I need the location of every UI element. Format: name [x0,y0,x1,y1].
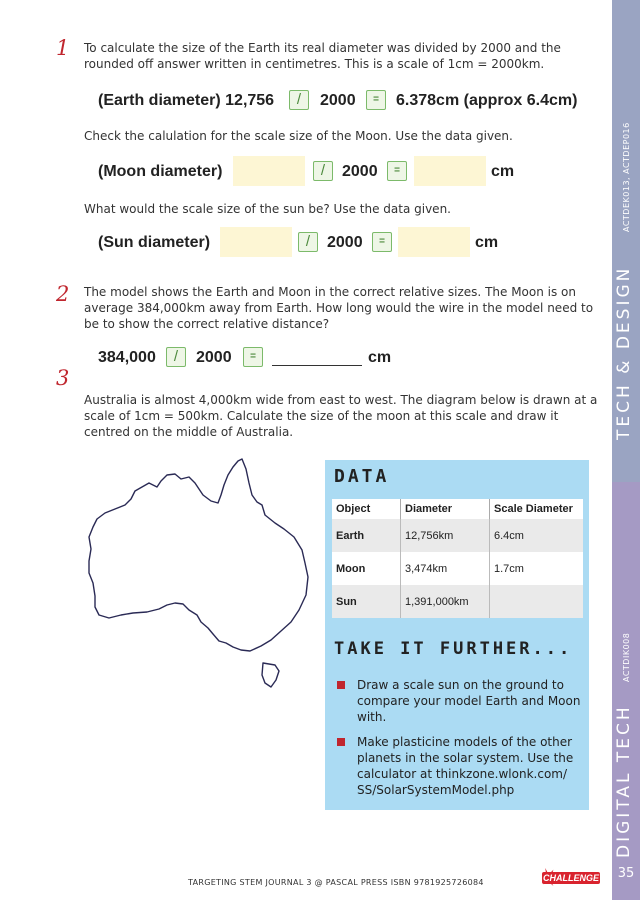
moon-prompt: Check the calulation for the scale size of the Moon. Use the data given. [84,129,513,143]
footer-text: TARGETING STEM JOURNAL 3 @ PASCAL PRESS ISBN 9781925726084 [188,878,484,887]
table-row [332,519,583,552]
question-2-number: 2 [56,282,70,306]
digital-tech-code: ACTDIK008 [622,632,631,682]
row-diameter: 3,474km [401,552,490,585]
page-number: 35 [617,866,635,881]
sun-divisor: 2000 [327,234,363,251]
equals-icon: = [366,90,386,110]
wire-length-answer-line[interactable] [272,365,362,366]
divide-icon: / [313,161,333,181]
bullet-icon [337,738,345,746]
divide-icon: / [298,232,318,252]
tech-design-codes: ACTDEK013, ACTDEP016 [622,122,631,232]
row-diameter: 1,391,000km [401,585,490,618]
moon-unit: cm [491,163,515,180]
column-header-object: Object [332,499,401,519]
sun-scale-answer-box[interactable] [398,227,470,257]
equals-icon: = [387,161,407,181]
australia-map[interactable] [85,455,320,695]
question-2-text: The model shows the Earth and Moon in the correct relative sizes. The Moon is on average 384,000km away from Earth. How long would the wire in the model need to be to show the correct relative distance? [84,285,594,331]
sun-diameter-label: (Sun diameter) [98,234,211,251]
sun-prompt: What would the scale size of the sun be? Use the data given. [84,202,451,216]
row-scale: 6.4cm [490,519,584,552]
sun-diameter-answer-box[interactable] [220,227,292,257]
row-object: Moon [332,552,401,585]
divide-icon: / [166,347,186,367]
moon-divisor: 2000 [342,163,378,180]
column-header-diameter: Diameter [401,499,490,519]
question-1-intro: To calculate the size of the Earth its real diameter was divided by 2000 and the rounded off answer written in centimetres. This is a scale of 1cm = 2000km. [84,41,561,71]
take-it-further-heading: TAKE IT FURTHER... [334,639,573,659]
row-object: Sun [332,585,401,618]
bullet-icon [337,681,345,689]
distance-divisor: 2000 [196,349,232,366]
earth-diameter-label: (Earth diameter) 12,756 [98,92,275,109]
question-3-text: Australia is almost 4,000km wide from east to west. The diagram below is drawn at a scale of 1cm = 500km. Calculate the size of the moon at this scale and draw it centred on the middle of Australia. [84,393,598,439]
row-diameter: 12,756km [401,519,490,552]
equals-icon: = [372,232,392,252]
mainland-outline [89,459,308,651]
column-header-scale-diameter: Scale Diameter [490,499,584,519]
row-scale: 1.7cm [490,552,584,585]
moon-diameter-label: (Moon diameter) [98,163,223,180]
table-header-row [332,499,583,519]
question-1-number: 1 [56,36,70,60]
sun-unit: cm [475,234,499,251]
further-bullet-2: Make plasticine models of the other planets in the solar system. Use the calculator at thinkzone.wlonk.com/ SS/SolarSystemModel.php [357,735,574,797]
distance-unit: cm [368,349,392,366]
table-row [332,585,583,618]
data-heading: DATA [334,466,390,487]
digital-tech-label: DIGITAL TECH [614,704,634,858]
tasmania-outline [262,663,279,687]
challenge-logo-text: CHALLENGE [543,873,599,883]
row-scale-empty[interactable] [490,585,584,618]
data-table [332,499,583,618]
earth-result: 6.378cm (approx 6.4cm) [396,92,578,109]
earth-divisor: 2000 [320,92,356,109]
divide-icon: / [289,90,309,110]
moon-diameter-answer-box[interactable] [233,156,305,186]
distance-value: 384,000 [98,349,156,366]
question-3-number: 3 [56,366,70,390]
row-object: Earth [332,519,401,552]
table-row [332,552,583,585]
further-bullet-1: Draw a scale sun on the ground to compare your model Earth and Moon with. [357,678,581,724]
moon-scale-answer-box[interactable] [414,156,486,186]
equals-icon: = [243,347,263,367]
tech-design-label: TECH & DESIGN [614,265,634,440]
